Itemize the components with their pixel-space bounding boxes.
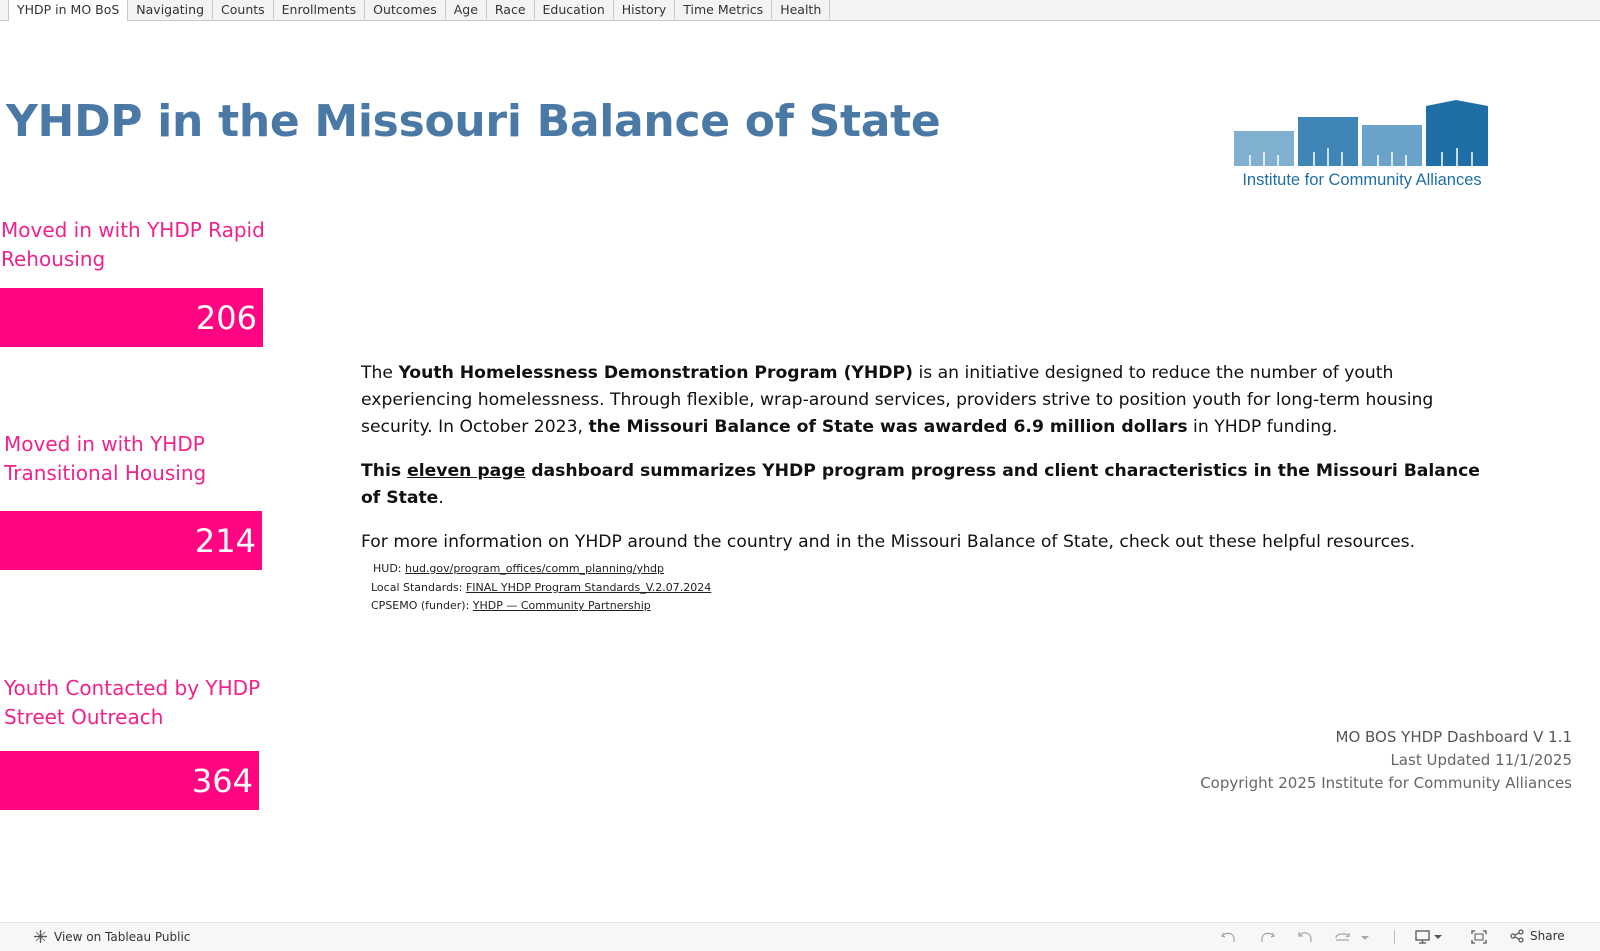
kpi-transitional-housing-value: 214 bbox=[194, 521, 256, 560]
cpsemo-link[interactable]: YHDP — Community Partnership bbox=[472, 599, 651, 612]
refresh-dropdown-icon[interactable] bbox=[1360, 929, 1370, 945]
intro-text bbox=[361, 360, 1491, 573]
intro-paragraph-3: For more information on YHDP around the country and in the Missouri Balance of State, check out these helpful resources. bbox=[361, 532, 1416, 552]
kpi-rapid-rehousing-label: Moved in with YHDP Rapid Rehousing bbox=[1, 218, 265, 271]
download-icon[interactable] bbox=[1414, 929, 1444, 945]
redo-icon[interactable] bbox=[1258, 929, 1276, 945]
toolbar-separator bbox=[1394, 930, 1395, 944]
tab-time-metrics[interactable]: Time Metrics bbox=[675, 0, 772, 19]
fullscreen-icon[interactable] bbox=[1470, 929, 1488, 945]
tableau-toolbar bbox=[0, 922, 1600, 951]
resource-hud: HUD: hud.gov/program_offices/comm_planning/yhdp bbox=[373, 562, 665, 575]
eleven-page-link[interactable]: eleven page bbox=[407, 461, 526, 481]
refresh-icon[interactable] bbox=[1334, 929, 1352, 945]
kpi-street-outreach-value: 364 bbox=[191, 761, 253, 800]
logo-buildings-icon bbox=[1232, 100, 1492, 170]
tab-outcomes[interactable]: Outcomes bbox=[365, 0, 446, 19]
intro-paragraph-2: This eleven page dashboard summarizes YHDP program progress and client characteristics in the Missouri Balance of State. bbox=[361, 461, 1480, 508]
share-icon bbox=[1510, 929, 1524, 943]
dashboard-version: MO BOS YHDP Dashboard V 1.1 bbox=[1335, 728, 1572, 746]
kpi-transitional-housing-box[interactable] bbox=[0, 511, 262, 570]
logo-text: Institute for Community Alliances bbox=[1242, 171, 1482, 189]
tab-navigating[interactable]: Navigating bbox=[128, 0, 213, 19]
intro-paragraph-1: The Youth Homelessness Demonstration Program (YHDP) is an initiative designed to reduce the number of youth experiencing homelessness. Through flexible, wrap-around services, providers strive to position youth for long-term housing security. In October 2023, the Missouri Balance of State was awarded 6.9 million dollars in YHDP funding. bbox=[361, 363, 1434, 437]
kpi-rapid-rehousing-box[interactable] bbox=[0, 288, 263, 347]
tab-health[interactable]: Health bbox=[772, 0, 830, 19]
tab-race[interactable]: Race bbox=[487, 0, 535, 19]
resource-local-standards: Local Standards: FINAL YHDP Program Standards_V.2.07.2024 bbox=[371, 580, 712, 594]
resources-list bbox=[373, 560, 711, 616]
tab-history[interactable]: History bbox=[614, 0, 675, 19]
page-title: YHDP in the Missouri Balance of State bbox=[6, 96, 941, 147]
kpi-street-outreach-label: Youth Contacted by YHDP Street Outreach bbox=[4, 676, 261, 729]
version-info bbox=[1200, 726, 1572, 795]
ica-logo bbox=[1232, 100, 1492, 195]
tab-enrollments[interactable]: Enrollments bbox=[274, 0, 365, 19]
hud-link[interactable]: hud.gov/program_offices/comm_planning/yhdp bbox=[405, 562, 665, 575]
kpi-rapid-rehousing-value: 206 bbox=[195, 298, 257, 337]
tab-education[interactable]: Education bbox=[535, 0, 614, 19]
view-on-tableau-public-link[interactable]: View on Tableau Public bbox=[33, 929, 190, 944]
tab-yhdp-in-mo-bos[interactable]: YHDP in MO BoS bbox=[8, 0, 128, 21]
kpi-street-outreach-box[interactable] bbox=[0, 751, 259, 810]
tab-counts[interactable]: Counts bbox=[213, 0, 274, 19]
share-button[interactable]: Share bbox=[1510, 929, 1565, 943]
revert-icon[interactable] bbox=[1296, 929, 1314, 945]
local-standards-link[interactable]: FINAL YHDP Program Standards_V.2.07.2024 bbox=[465, 580, 712, 594]
resource-cpsemo: CPSEMO (funder): YHDP — Community Partnership bbox=[371, 599, 651, 612]
tab-age[interactable]: Age bbox=[446, 0, 487, 19]
tab-bar bbox=[0, 0, 1600, 21]
undo-icon[interactable] bbox=[1220, 929, 1238, 945]
tableau-logo-icon bbox=[33, 929, 48, 944]
copyright: Copyright 2025 Institute for Community Alliances bbox=[1200, 774, 1572, 792]
last-updated: Last Updated 11/1/2025 bbox=[1390, 751, 1572, 769]
kpi-transitional-housing-label: Moved in with YHDP Transitional Housing bbox=[4, 432, 207, 485]
